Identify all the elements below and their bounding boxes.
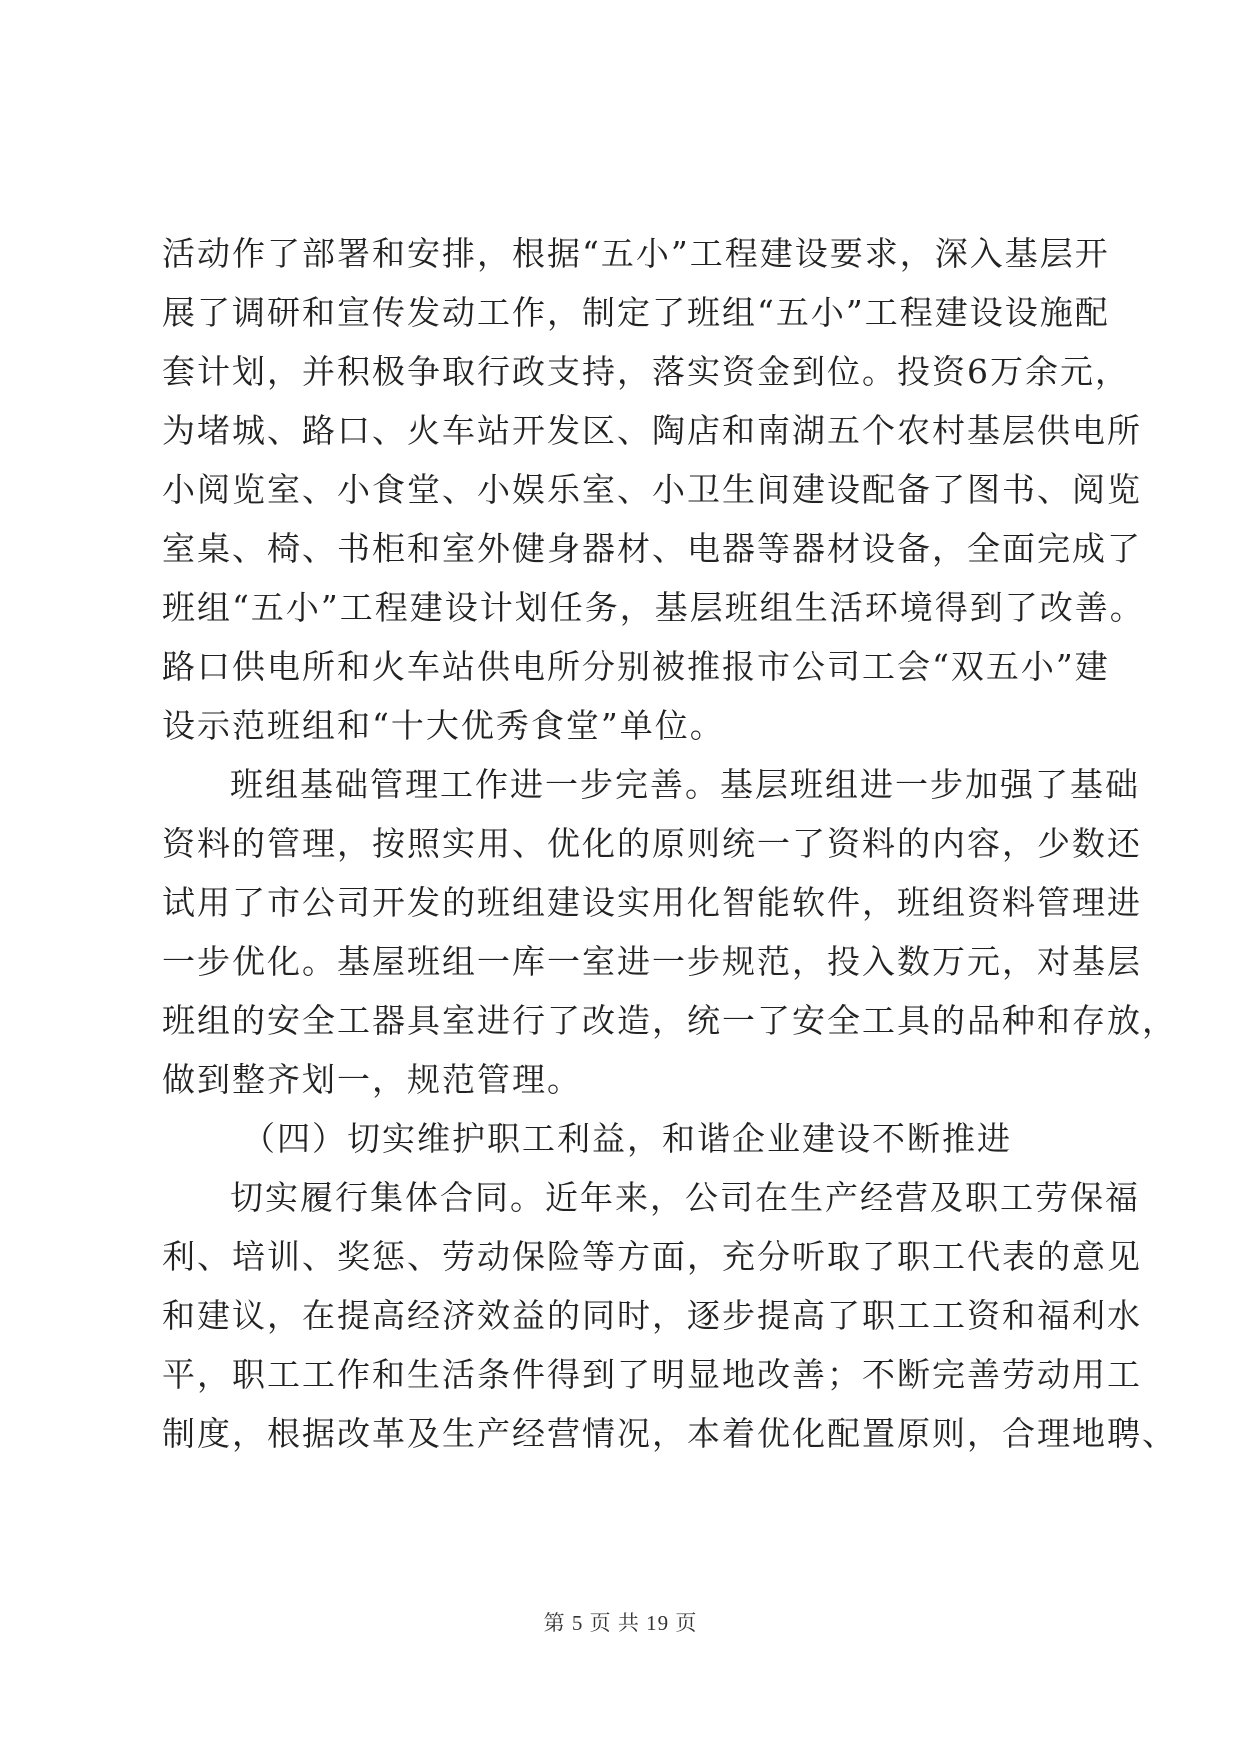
- text-line: 和建议，在提高经济效益的同时，逐步提高了职工工资和福利水: [162, 1296, 1142, 1335]
- text-line: 资料的管理，按照实用、优化的原则统一了资料的内容，少数还: [162, 824, 1142, 863]
- text-line: 利、培训、奖惩、劳动保险等方面，充分听取了职工代表的意见: [162, 1237, 1142, 1276]
- text-line: 班组的安全工器具室进行了改造，统一了安全工具的品种和存放，: [162, 1001, 1177, 1040]
- body-text: [162, 224, 1177, 1463]
- text-line: 展了调研和宣传发动工作，制定了班组“五小”工程建设设施配: [162, 293, 1110, 332]
- text-line: 试用了市公司开发的班组建设实用化智能软件，班组资料管理进: [162, 883, 1142, 922]
- paragraph-first-line: 切实履行集体合同。近年来，公司在生产经营及职工劳保福: [230, 1178, 1140, 1217]
- text-line: 套计划，并积极争取行政支持，落实资金到位。投资6万余元，: [162, 352, 1130, 391]
- page-number-footer: 第 5 页 共 19 页: [543, 1611, 698, 1635]
- text-line: 班组“五小”工程建设计划任务，基层班组生活环境得到了改善。: [162, 588, 1145, 627]
- paragraph-first-line: 班组基础管理工作进一步完善。基层班组进一步加强了基础: [230, 765, 1140, 804]
- section-heading: （四）切实维护职工利益，和谐企业建设不断推进: [242, 1119, 1012, 1158]
- text-line: 设示范班组和“十大优秀食堂”单位。: [162, 706, 725, 745]
- text-line: 做到整齐划一，规范管理。: [162, 1060, 582, 1099]
- text-line: 活动作了部署和安排，根据“五小”工程建设要求，深入基层开: [162, 234, 1110, 273]
- text-line: 为堵城、路口、火车站开发区、陶店和南湖五个农村基层供电所: [162, 411, 1142, 450]
- text-line: 制度，根据改革及生产经营情况，本着优化配置原则，合理地聘、: [162, 1414, 1177, 1453]
- text-line: 室桌、椅、书柜和室外健身器材、电器等器材设备，全面完成了: [162, 529, 1142, 568]
- text-line: 小阅览室、小食堂、小娱乐室、小卫生间建设配备了图书、阅览: [162, 470, 1142, 509]
- text-line: 路口供电所和火车站供电所分别被推报市公司工会“双五小”建: [162, 647, 1110, 686]
- text-line: 一步优化。基屋班组一库一室进一步规范，投入数万元，对基层: [162, 942, 1142, 981]
- text-line: 平，职工工作和生活条件得到了明显地改善；不断完善劳动用工: [162, 1355, 1142, 1394]
